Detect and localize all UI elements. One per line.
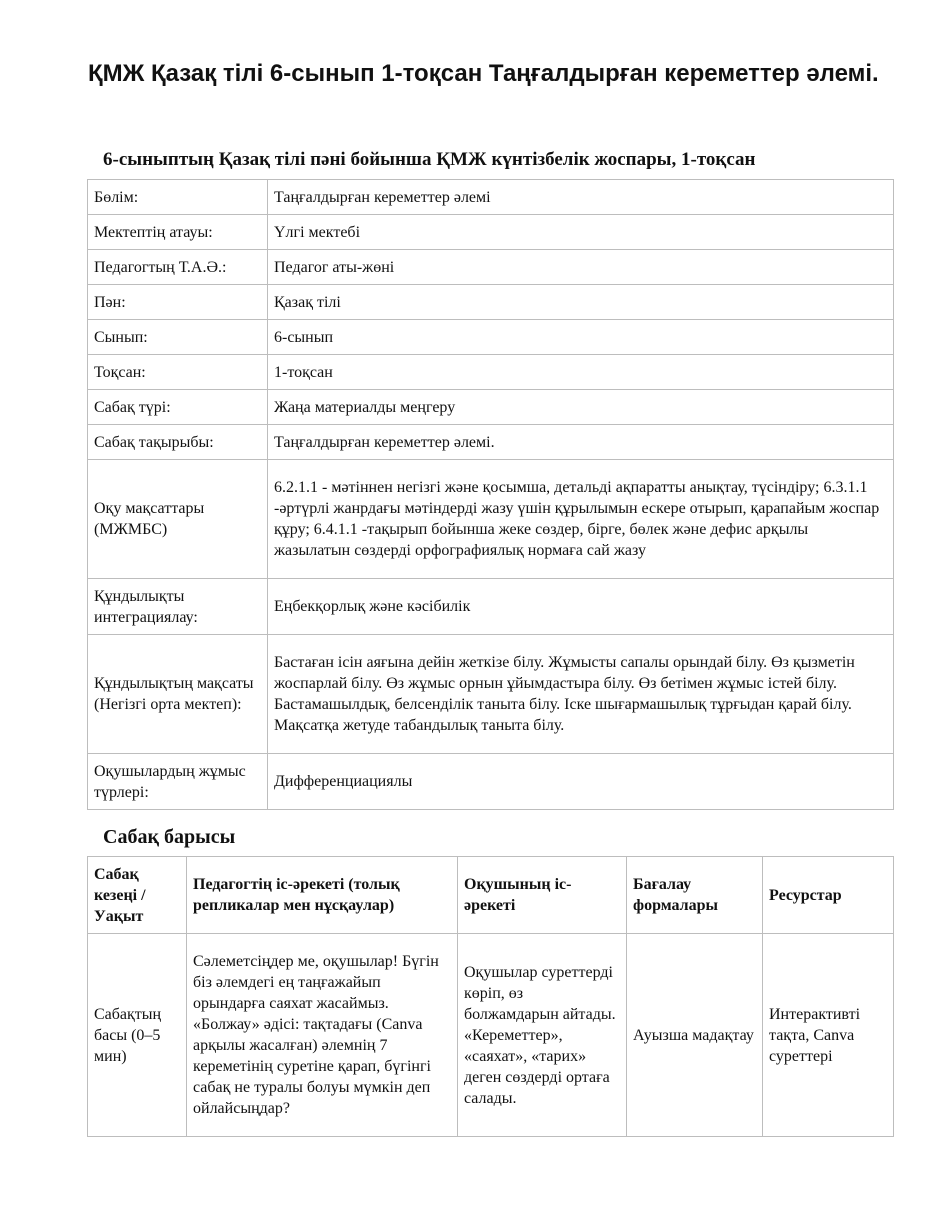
table-row [88, 355, 894, 390]
info-value: Таңғалдырған кереметтер әлемі [268, 180, 894, 215]
table-row [88, 285, 894, 320]
info-label: Оқушылардың жұмыс түрлері: [88, 754, 268, 810]
info-label: Мектептің атауы: [88, 215, 268, 250]
info-label: Бөлім: [88, 180, 268, 215]
stage-cell: Сабақтың басы (0–5 мин) [88, 934, 187, 1137]
table-row [88, 390, 894, 425]
student-activity-cell: Оқушылар суреттерді көріп, өз болжамдарын айтады. «Кереметтер», «саяхат», «тарих» деген сөздерді ортаға салады. [458, 934, 627, 1137]
lesson-plan-table [87, 856, 894, 1137]
resources-cell: Интерактивті тақта, Canva суреттері [763, 934, 894, 1137]
table-row [88, 635, 894, 754]
table-row [88, 425, 894, 460]
info-label: Оқу мақсаттары (МЖМБС) [88, 460, 268, 579]
info-label: Тоқсан: [88, 355, 268, 390]
table-row [88, 215, 894, 250]
info-value: Педагог аты-жөні [268, 250, 894, 285]
table-row [88, 320, 894, 355]
info-value: Бастаған ісін аяғына дейін жеткізе білу. Жұмысты сапалы орындай білу. Өз қызметін жоспарлай білу. Өз жұмыс орнын ұйымдастыра білу. Өз бетімен жұмыс істей білу. Бастамашылдық, белсенділік таныта білу. Іске шығармашылық тұрғыдан қарай білу. Мақсатқа жетуде табандылық таныта білу. [268, 635, 894, 754]
table-row [88, 180, 894, 215]
assessment-cell: Ауызша мадақтау [627, 934, 763, 1137]
column-header: Педагогтің іс-әрекеті (толық репликалар мен нұсқаулар) [187, 857, 458, 934]
table-row [88, 460, 894, 579]
info-label: Сабақ тақырыбы: [88, 425, 268, 460]
info-value: Қазақ тілі [268, 285, 894, 320]
info-value: Дифференциациялы [268, 754, 894, 810]
info-value: 6.2.1.1 - мәтіннен негізгі және қосымша, детальді ақпаратты анықтау, түсіндіру; 6.3.1.1 -әртүрлі жанрдағы мәтіндерді жазу үшін құрылымын ескере отырып, қарапайым жоспар құру; 6.4.1.1 -тақырып бойынша жеке сөздер, бірге, бөлек және дефис арқылы жазылатын сөздерді орфографиялық нормаға сай жазу [268, 460, 894, 579]
info-value: Таңғалдырған кереметтер әлемі. [268, 425, 894, 460]
teacher-activity-cell: Сәлеметсіңдер ме, оқушылар! Бүгін біз әлемдегі ең таңғажайып орындарға саяхат жасаймыз. «Болжау» әдісі: тақтадағы (Canva арқылы жасалған) әлемнің 7 кереметінің суретіне қарап, бүгінгі сабақ не туралы болуы мүмкін деп ойлайсыңдар? [187, 934, 458, 1137]
info-label: Сабақ түрі: [88, 390, 268, 425]
info-value: Жаңа материалды меңгеру [268, 390, 894, 425]
info-value: Еңбекқорлық және кәсібилік [268, 579, 894, 635]
column-header: Бағалау формалары [627, 857, 763, 934]
section-title: Сабақ барысы [103, 826, 236, 848]
lesson-info-table [87, 179, 894, 810]
table-row [88, 934, 894, 1137]
info-value: Үлгі мектебі [268, 215, 894, 250]
column-header: Ресурстар [763, 857, 894, 934]
info-value: 1-тоқсан [268, 355, 894, 390]
table-row [88, 579, 894, 635]
column-header: Оқушының іс-әрекеті [458, 857, 627, 934]
info-label: Сынып: [88, 320, 268, 355]
table-header-row [88, 857, 894, 934]
table-row [88, 250, 894, 285]
document-subtitle: 6-сыныптың Қазақ тілі пәні бойынша ҚМЖ күнтізбелік жоспары, 1-тоқсан [103, 149, 756, 170]
table-row [88, 754, 894, 810]
info-value: 6-сынып [268, 320, 894, 355]
info-label: Құндылықты интеграциялау: [88, 579, 268, 635]
page-title: ҚМЖ Қазақ тілі 6-сынып 1-тоқсан Таңғалдырған кереметтер әлемі. [88, 60, 879, 87]
column-header: Сабақ кезеңі / Уақыт [88, 857, 187, 934]
info-label: Педагогтың Т.А.Ә.: [88, 250, 268, 285]
info-label: Құндылықтың мақсаты (Негізгі орта мектеп): [88, 635, 268, 754]
info-label: Пән: [88, 285, 268, 320]
